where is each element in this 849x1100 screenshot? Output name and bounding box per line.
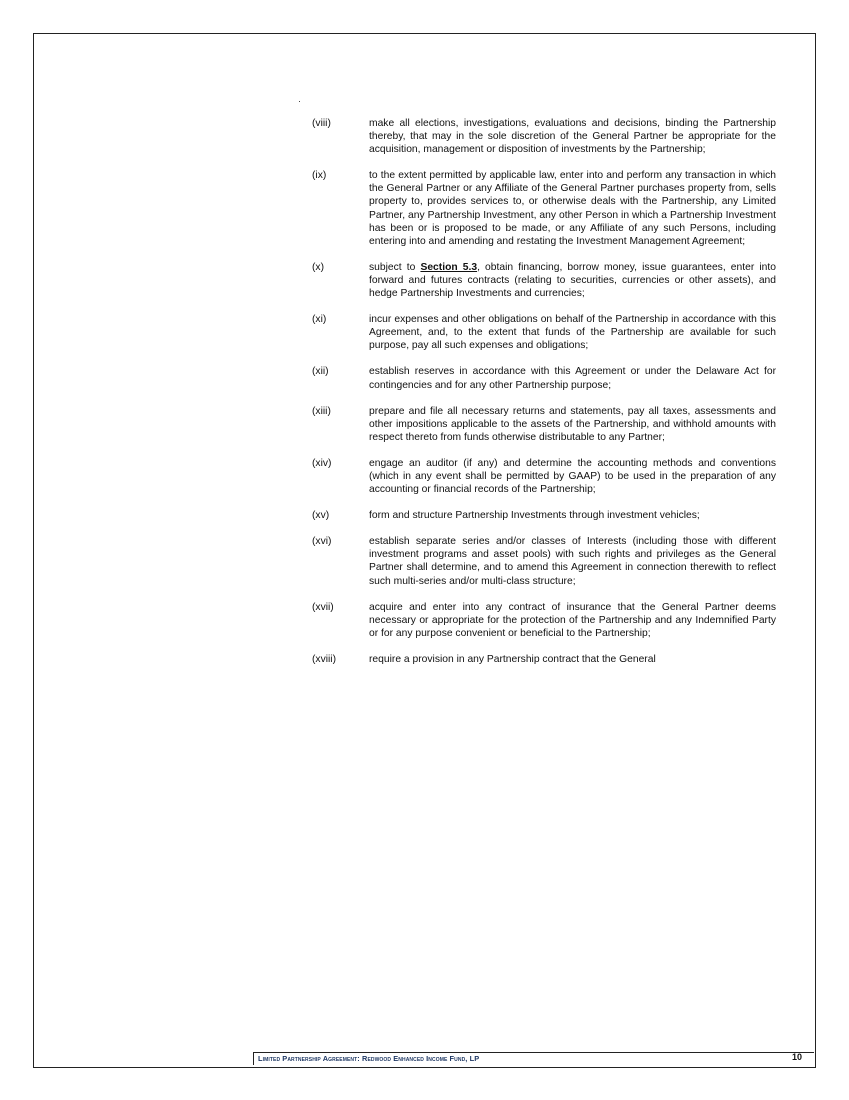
clause-text: make all elections, investigations, evaluations and decisions, binding the Partnership thereby, that may in the sole discretion of the General Partner be appropriate for the acquisition, management or disposition of investments by the Partnership; (369, 118, 776, 156)
clause-number: (viii) (312, 118, 331, 129)
clause-number: (xiv) (312, 457, 332, 469)
clause-text: prepare and file all necessary returns and statements, pay all taxes, assessments and other impositions applicable to the assets of the Partnership, and withhold amounts with respect thereto from funds otherwise distributable to any Partner; (369, 405, 776, 443)
clause-number: (ix) (312, 170, 327, 182)
clause-number: (xii) (312, 366, 329, 378)
clause-item (312, 365, 776, 391)
clause-text: engage an auditor (if any) and determine the accounting methods and conventions (which in any event shall be permitted by GAAP) to be used in the preparation of any accounting or financial records of the Partnership; (369, 457, 776, 496)
clause-number: (xvi) (312, 536, 332, 548)
page-footer (253, 1052, 814, 1065)
clause-text: require a provision in any Partnership contract that the General (369, 653, 656, 665)
clause-item (312, 509, 776, 522)
clause-text: form and structure Partnership Investments through investment vehicles; (369, 510, 700, 522)
clause-item (312, 261, 776, 300)
clause-item (312, 169, 776, 248)
clause-list (312, 117, 776, 679)
clause-text: acquire and enter into any contract of insurance that the General Partner deems necessary or appropriate for the protection of the Partnership and any Indemnified Party or for any purpose convenient or beneficial to the Partnership; (369, 601, 776, 639)
clause-item (312, 601, 776, 640)
clause-text: establish reserves in accordance with this Agreement or under the Delaware Act for contingencies and for any other Partnership purpose; (369, 366, 776, 391)
footer-title: Limited Partnership Agreement: Redwood Enhanced Income Fund, LP (258, 1054, 480, 1063)
clause-number: (xi) (312, 314, 327, 326)
clause-text: incur expenses and other obligations on behalf of the Partnership in accordance with this Agreement, and, to the extent that funds of the Partnership are available for such purpose, pay all such expenses and obligations; (369, 314, 776, 352)
clause-item (312, 405, 776, 444)
clause-number: (xviii) (312, 653, 337, 665)
page-number: 10 (791, 1052, 802, 1062)
section-cross-reference-link[interactable]: Section 5.3 (420, 261, 478, 273)
clause-text-before: subject to (369, 261, 421, 273)
clause-item (312, 653, 776, 666)
clause-text (369, 261, 776, 300)
clause-number: (x) (312, 261, 325, 273)
clause-text-after: , obtain financing, borrow money, issue guarantees, enter into forward and futures contracts (relating to securities, currencies or other assets), and hedge Partnership Investments and currencies; (369, 261, 776, 300)
clause-item (312, 535, 776, 587)
clause-item (312, 457, 776, 496)
stray-mark (299, 101, 300, 102)
clause-item (312, 313, 776, 352)
clause-text: establish separate series and/or classes of Interests (including those with different investment programs and asset pools) with such rights and privileges as the General Partner shall determine, and to amend this Agreement in connection therewith to reflect such multi-series and/or multi-class structure; (369, 536, 776, 587)
clause-number: (xvii) (312, 601, 334, 613)
clause-text: to the extent permitted by applicable law, enter into and perform any transaction in which the General Partner or any Affiliate of the General Partner purchases property from, sells property to, provides services to, or otherwise deals with the Partnership, any Limited Partner, any Partnership Investment, any other Person in which a Partnership Investment has been or is proposed to be made, or any Affiliate of any such Persons, including entering into and amending and restating the Investment Management Agreement; (369, 170, 776, 247)
clause-number: (xiii) (312, 405, 331, 417)
clause-item (312, 117, 776, 156)
clause-number: (xv) (312, 510, 330, 522)
